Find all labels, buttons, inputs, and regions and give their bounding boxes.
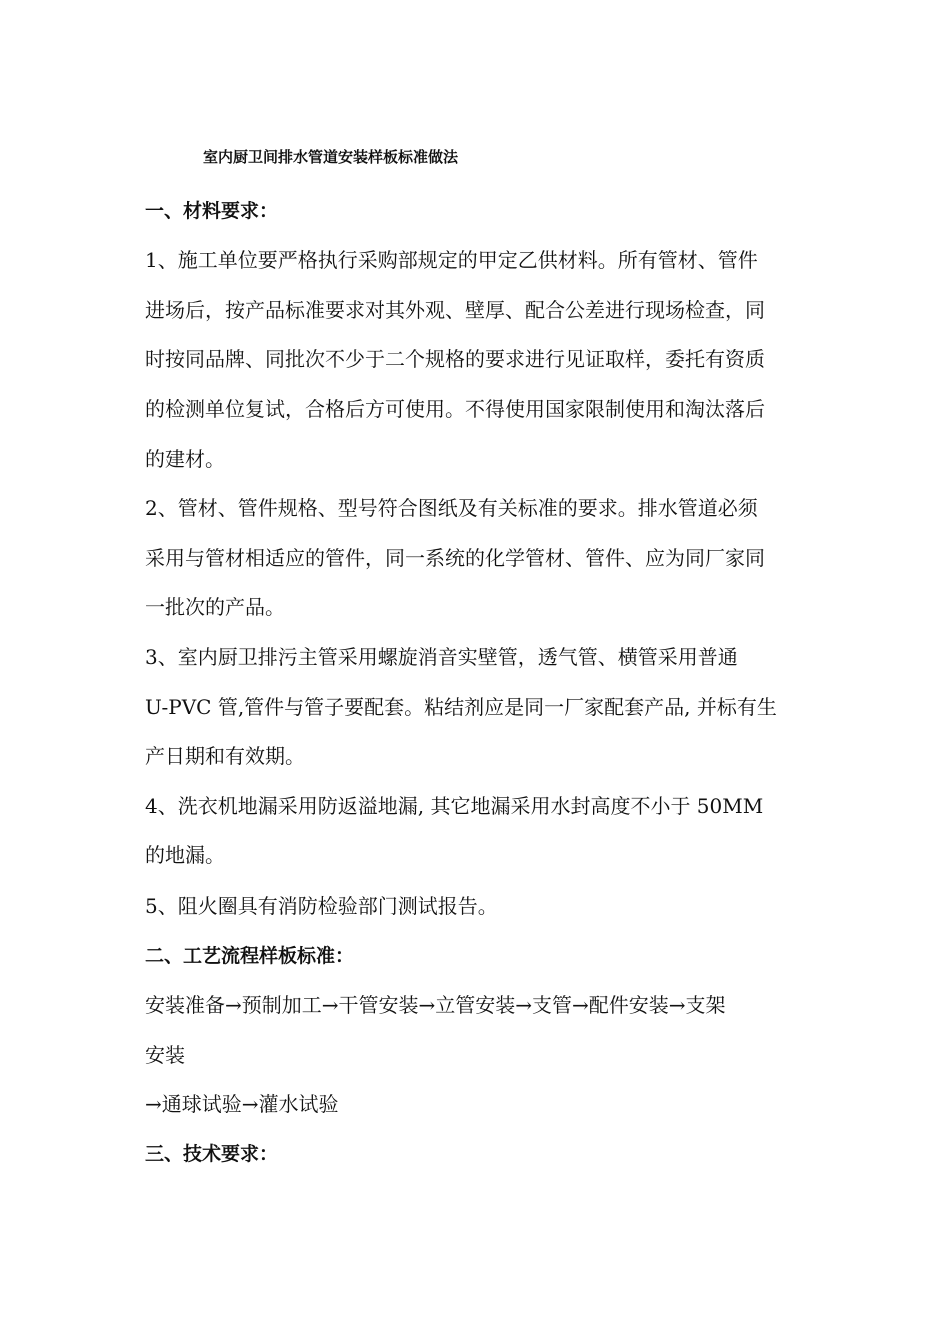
paragraph-line: 时按同品牌、同批次不少于二个规格的要求进行见证取样，委托有资质	[145, 347, 765, 371]
paragraph-line: 采用与管材相适应的管件，同一系统的化学管材、管件、应为同厂家同	[145, 546, 765, 570]
paragraph-line: 的建材。	[145, 447, 225, 471]
paragraph-line: 1、施工单位要严格执行采购部规定的甲定乙供材料。所有管材、管件	[145, 248, 758, 272]
section-heading-process: 二、工艺流程样板标准：	[145, 945, 355, 967]
paragraph-line: 3、室内厨卫排污主管采用螺旋消音实壁管，透气管、横管采用普通	[145, 645, 738, 669]
paragraph-line: 产日期和有效期。	[145, 744, 305, 768]
section-heading-materials: 一、材料要求：	[145, 200, 279, 222]
paragraph-line: →通球试验→灌水试验	[145, 1092, 339, 1116]
paragraph-line: 进场后，按产品标准要求对其外观、壁厚、配合公差进行现场检查，同	[145, 298, 765, 322]
paragraph-line: 安装	[145, 1043, 185, 1067]
document-title: 室内厨卫间排水管道安装样板标准做法	[203, 148, 459, 166]
section-heading-technical: 三、技术要求：	[145, 1143, 279, 1165]
paragraph-line: 5、阻火圈具有消防检验部门测试报告。	[145, 894, 498, 918]
paragraph-line: 4、洗衣机地漏采用防返溢地漏, 其它地漏采用水封高度不小于 50MM	[145, 794, 764, 818]
paragraph-line: 安装准备→预制加工→干管安装→立管安装→支管→配件安装→支架	[145, 993, 726, 1017]
paragraph-line: U-PVC 管,管件与管子要配套。粘结剂应是同一厂家配套产品, 并标有生	[145, 695, 777, 719]
paragraph-line: 2、管材、管件规格、型号符合图纸及有关标准的要求。排水管道必须	[145, 496, 758, 520]
paragraph-line: 的地漏。	[145, 843, 225, 867]
paragraph-line: 的检测单位复试，合格后方可使用。不得使用国家限制使用和淘汰落后	[145, 397, 765, 421]
paragraph-line: 一批次的产品。	[145, 595, 285, 619]
